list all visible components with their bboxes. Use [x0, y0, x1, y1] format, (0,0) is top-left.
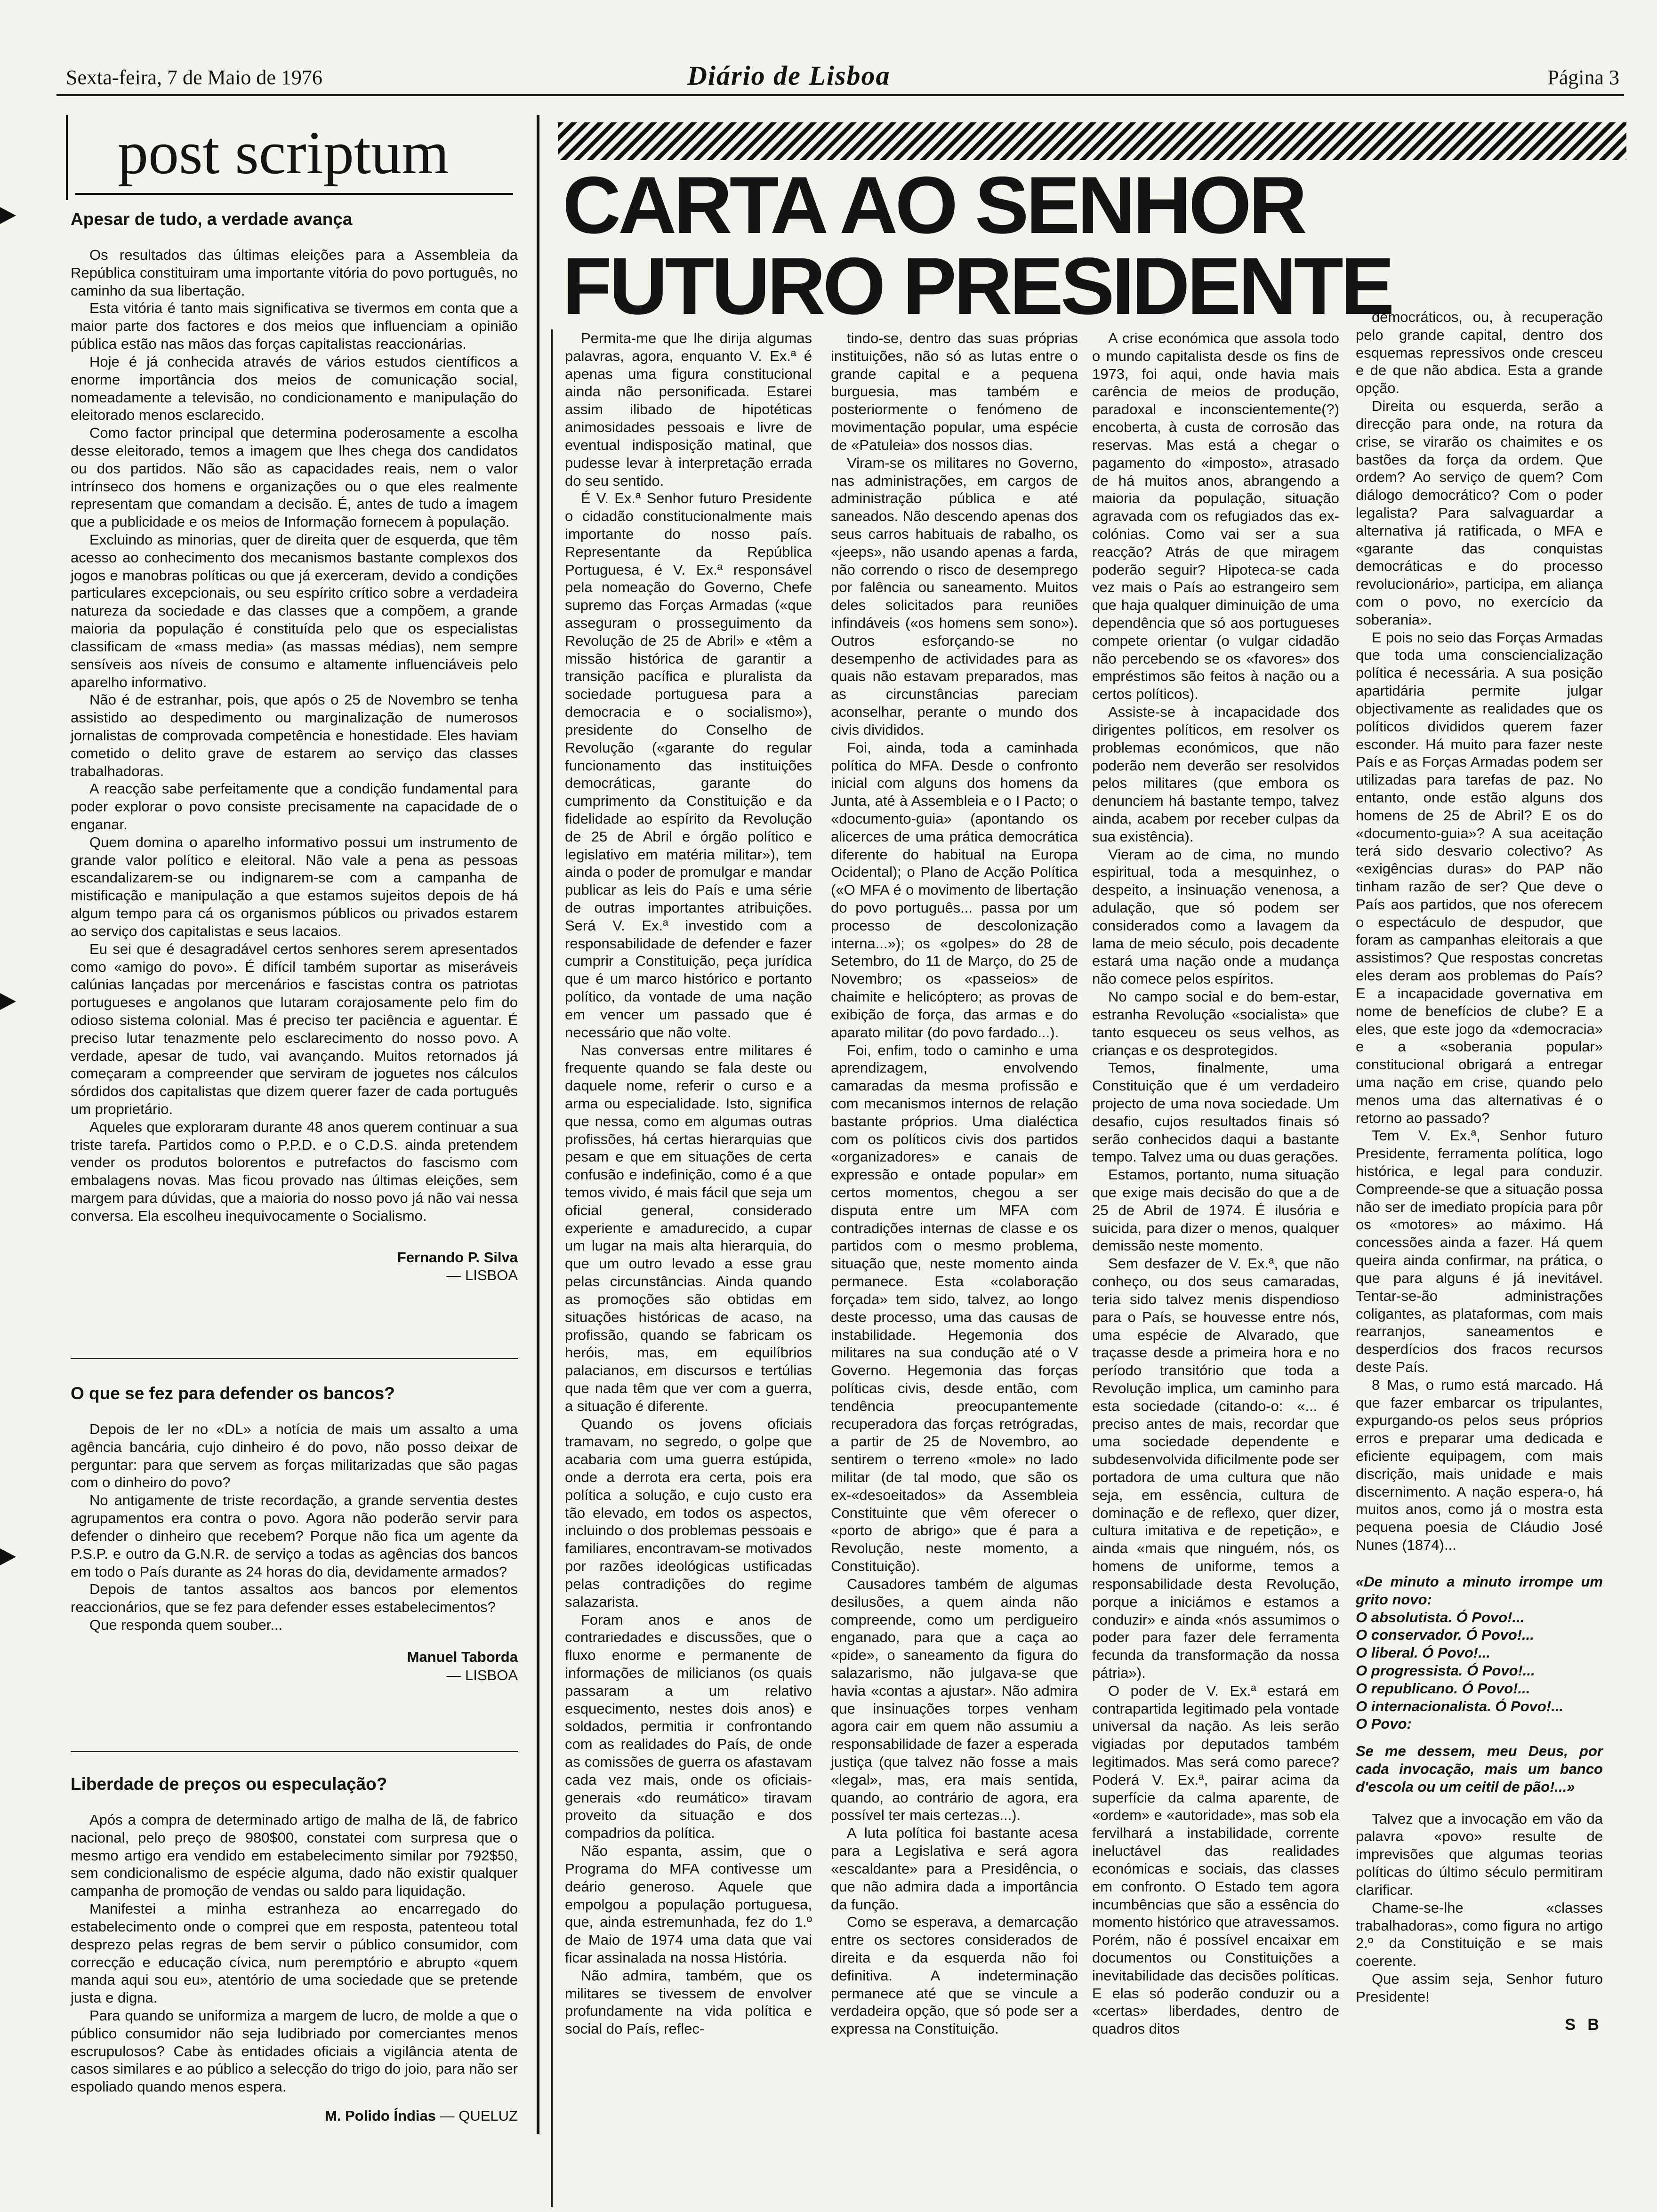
- paragraph: No antigamente de triste recordação, a grande serventia destes agrupamentos era contra o povo. Agora não poderão servir para defender o dinheiro que recebem? Porque não fica um agente da P.S.P. e outro da G.N.R. de serviço a todas as agências dos bancos em todo o País durante as 24 horas do dia, devidamente armados?: [71, 1492, 518, 1580]
- headline-line: CARTA AO SENHOR: [563, 160, 1304, 250]
- article-column-1: [565, 329, 812, 2038]
- article-column-4: [1356, 308, 1603, 2035]
- article-headline: [563, 160, 1622, 331]
- margin-tick: [0, 207, 16, 224]
- paragraph: Manifestei a minha estranheza ao encarregado do estabelecimento onde o comprei que em resposta, patenteou total desprezo pelas regras de bem servir o público consumidor, com correcção e educação cívica, num peremptório e abrupto «quem manda aqui sou eu», atentório de uma sociedade que se pretende justa e digna.: [71, 1900, 518, 2006]
- letter-heading: Liberdade de preços ou especulação?: [71, 1774, 387, 1794]
- issue-date: Sexta-feira, 7 de Maio de 1976: [66, 66, 322, 89]
- article-signature: S B: [1565, 2015, 1603, 2034]
- paragraph: No campo social e do bem-estar, estranha Revolução «socialista» que tanto esqueceu os seus velhos, as crianças e os desprotegidos.: [1092, 988, 1339, 1058]
- author-place: — QUELUZ: [440, 2108, 518, 2124]
- poem: [1356, 1573, 1603, 1796]
- poem-line: O progressista. Ó Povo!...: [1356, 1662, 1535, 1679]
- paragraph: Os resultados das últimas eleições para a Assembleia da República constituiram uma importante vitória do povo português, no caminho da sua libertação.: [71, 247, 518, 299]
- paragraph: Sem desfazer de V. Ex.ª, que não conheço, ou dos seus camaradas, teria sido talvez menis dispendioso para o País, se houvesse entre nós, uma espécie de Alvarado, que traçasse desde a primeira hora e no período transitório que toda a Revolução implica, um caminho para esta sociedade (citando-o: «... é preciso antes de mais, recordar que uma sociedade dependente e subdesenvolvida dificilmente pode ser portadora de uma cultura que não seja, em essência, cultura de dominação e de reflexo, quer dizer, cultura imitativa e de repetição», e ainda «mais que ninguém, nós, os homens de uniforme, temos a responsabilidade desta Revolução, porque a iniciámos e estamos a conduzir» e ainda «nós assumimos o poder para fazer dele ferramenta fecunda da transformação da nossa pátria»).: [1092, 1255, 1339, 1681]
- paragraph: Vieram ao de cima, no mundo espiritual, toda a mesquinhez, o despeito, a insinuação venenosa, a adulação, que só podem ser considerados como a lavagem da lama de meio século, pois decadente estará uma nação onde a mudança não comece pelos espíritos.: [1092, 846, 1339, 987]
- poem-line: O republicano. Ó Povo!...: [1356, 1680, 1530, 1697]
- paragraph: Nas conversas entre militares é frequente quando se fala deste ou daquele nome, referir o curso e a arma ou especialidade. Isto, significa que nessa, como em algumas outras profissões, há certas hierarquias que pesam e que em situações de certa confusão e indefinição, como é a que temos vivido, é mais fácil que seja um oficial general, considerado experiente e amadurecido, a cupar um lugar na mais alta hierarquia, do que um outro levado a esse grau pelas circunstâncias. Ainda quando as promoções são obtidas em situações históricas de acaso, na profissão, quando se fabricam os heróis, mas, em equilíbrios palacianos, em discursos e tertúlias que nada têm que ver com a guerra, a situação é diferente.: [565, 1042, 812, 1414]
- paragraph: Esta vitória é tanto mais significativa se tivermos em conta que a maior parte dos factores e dos meios que influenciam a opinião pública estão nas mãos das forças capitalistas reaccionárias.: [71, 300, 518, 353]
- poem-line: Se me dessem, meu Deus, por cada invocação, mais um banco d'escola ou um ceitil de pão!...»: [1356, 1743, 1603, 1795]
- paragraph: Direita ou esquerda, serão a direcção para onde, na rotura da crise, se virarão os chaimites e os bastões da força da ordem. Que ordem? Ao serviço de quem? Com diálogo democrático? Com o poder legalista? Para salvaguardar a alternativa já ratificada, o MFA e «garante das conquistas democráticas e do processo revolucionário», participa, em aliança com o povo, no exercício da soberania».: [1356, 398, 1603, 628]
- author-place: — LISBOA: [446, 1267, 518, 1284]
- letter-signature: [71, 1648, 518, 1685]
- poem-line: O liberal. Ó Povo!...: [1356, 1644, 1490, 1661]
- paragraph: Foram anos e anos de contrariedades e discussões, que o fluxo enorme e permanente de informações de milicianos (os quais passaram a um relativo esquecimento, nestes dois anos) e soldados, permitia ir confrontando com as realidades do País, de onde as comissões de guerra os afastavam cada vez mais, onde os oficiais-generais «do reumático» tiravam proveito da situação e dos compadrios da política.: [565, 1611, 812, 1842]
- letter-signature: [71, 1249, 518, 1285]
- paragraph: 8 Mas, o rumo está marcado. Há que fazer embarcar os tripulantes, expurgando-os pelos seus próprios erros e preparar uma dedicada e eficiente equipagem, com mais discrição, mais unidade e mais discernimento. A nação espera-o, há muitos anos, como já o mostra esta pequena poesia de Cláudio José Nunes (1874)...: [1356, 1376, 1603, 1554]
- paragraph: Permita-me que lhe dirija algumas palavras, agora, enquanto V. Ex.ª é apenas uma figura constitucional ainda não personificada. Estarei assim ilibado de hipotéticas animosidades pessoais e livre de eventual indisposição matinal, que pudesse levar à interpretação errada do seu sentido.: [565, 330, 812, 489]
- paragraph: Chame-se-lhe «classes trabalhadoras», como figura no artigo 2.º da Constituição e se mais coerente.: [1356, 1899, 1603, 1970]
- letter-heading: Apesar de tudo, a verdade avança: [71, 209, 353, 229]
- paragraph: Quem domina o aparelho informativo possui um instrumento de grande valor político e eleitoral. Não vale a pena as pessoas escandalizarem-se ou indignarem-se com a campanha de mistificação e manipulação a que estamos sujeitos depois de há algum tempo para cá os organismos públicos ou privados estarem ao serviço dos capitalistas e seus lacaios.: [71, 834, 518, 939]
- paragraph: Que assim seja, Senhor futuro Presidente!: [1356, 1970, 1603, 2005]
- poem-line: «De minuto a minuto irrompe um grito novo:: [1356, 1573, 1603, 1608]
- paragraph: A luta política foi bastante acesa para a Legislativa e será agora «escaldante» para a Presidência, o que não admira dada a importância da função.: [831, 1825, 1078, 1913]
- newspaper-title: Diário de Lisboa: [687, 60, 891, 91]
- paragraph: Temos, finalmente, uma Constituição que é um verdadeiro projecto de uma nova sociedade. Um desafio, cujos resultados finais só serão conhecidos daqui a bastante tempo. Talvez uma ou duas gerações.: [1092, 1059, 1339, 1165]
- paragraph: Causadores também de algumas desilusões, a quem ainda não compreende, como um perdigueiro enganado, para que a caça ao «pide», o saneamento da figura do salazarismo, não julgava-se que havia «contas a ajustar». Não admira que insinuações torpes venham agora cair em quem não assumiu a responsabilidade de fazer a esperada justiça (que talvez não fosse a mais «legal», mas, era mais sentida, quando, ao contrário de agora, era possível ter mais certezas...).: [831, 1575, 1078, 1824]
- margin-tick: [0, 993, 16, 1010]
- page-number: Página 3: [1547, 66, 1619, 89]
- author-name: Fernando P. Silva: [397, 1249, 518, 1266]
- paragraph: Após a compra de determinado artigo de malha de lã, de fabrico nacional, pelo preço de 980$00, constatei com surpresa que o mesmo artigo era vendido em estabelecimento similar por 792$50, sem condicionalismo de espécie alguma, dado não existir qualquer campanha de promoção de vendas ou saldo para liquidação.: [71, 1811, 518, 1899]
- paragraph: Hoje é já conhecida através de vários estudos científicos a enorme importância dos meios de comunicação social, nomeadamente a televisão, no condicionamento e manipulação do eleitorado menos esclarecido.: [71, 353, 518, 424]
- article-left-rule: [551, 329, 553, 2207]
- section-title: post scriptum: [118, 119, 450, 187]
- letter-1: [71, 209, 518, 1285]
- paragraph: Foi, enfim, todo o caminho e uma aprendizagem, envolvendo camaradas da mesma profissão e com mecanismos internos de relação bastante próprios. Uma dialéctica com os políticos civis dos partidos «organizadores» e canais de expressão e ontade popular» em certos momentos, chegou a ser disputa entre um MFA com contradições internas de classe e os partidos com o mesmo problema, situação que, neste momento ainda permanece. Esta «colaboração forçada» tem sido, talvez, ao longo deste processo, uma das causas de instabilidade. Hegemonia dos militares na sua condução até o V Governo. Hegemonia das forças políticas civis, desde então, com tendência preocupantemente recuperadora das forças retrógradas, a partir de 25 de Novembro, ao sentirem o terreno «mole» no lado militar (de tal modo, que são os ex-«desoeitados» da Assembleia Constituinte que vêm oferecer o «porto de abrigo» que é para a Revolução, neste momento, a Constituição).: [831, 1042, 1078, 1575]
- poem-line: O absolutista. Ó Povo!...: [1356, 1609, 1525, 1626]
- letter-divider: [71, 1358, 518, 1359]
- paragraph: Eu sei que é desagradável certos senhores serem apresentados como «amigo do povo». É difícil também suportar as miseráveis calúnias lançadas por mercenários e fascistas contra os patriotas portugueses e angolanos que lutaram corajosamente pelo fim do odioso sistema colonial. Mas é preciso ter paciência e aguentar. É preciso lutar tenazmente pelo esclarecimento do nosso povo. A verdade, apesar de tudo, vai avançando. Muitos retornados já começaram a compreender que serviram de joguetes nos cálculos sórdidos dos capitalistas que dizem querer fazer de cada português um proprietário.: [71, 940, 518, 1117]
- article-column-3: [1092, 329, 1339, 2038]
- article-column-2: [831, 329, 1078, 2038]
- paragraph: Quando os jovens oficiais tramavam, no segredo, o golpe que acabaria com uma guerra estúpida, onde a derrota era certa, pois era política a solução, e cujo custo era tão elevado, em todos os aspectos, incluindo o dos problemas pessoais e familiares, encontravam-se motivados por razões ideológicas ustificadas pelas contradições do regime salazarista.: [565, 1415, 812, 1610]
- paragraph: Depois de tantos assaltos aos bancos por elementos reaccionários, que se fez para defender esses estabelecimentos?: [71, 1581, 518, 1616]
- section-rule: [75, 193, 513, 195]
- margin-tick: [0, 1548, 16, 1565]
- poem-line: O internacionalista. Ó Povo!...: [1356, 1698, 1563, 1715]
- author-place: — LISBOA: [446, 1667, 518, 1683]
- letter-signature: [71, 2107, 518, 2125]
- paragraph: O poder de V. Ex.ª estará em contrapartida legitimado pela vontade universal da nação. As leis serão vigiadas por deputados também legitimados. Mas será como parece? Poderá V. Ex.ª, pairar acima da superfície da calma aparente, de «ordem» e «autoridade», mas sob ela fervilhará a instabilidade, corrente ineluctável das realidades económicas e sociais, das classes em confronto. O Estado tem agora incumbências que são a essência do momento histórico que atravessamos. Porém, não é possível encaixar em documentos ou Constituições a inevitabilidade das decisões políticas. E elas só poderão conduzir ou a «certas» liberdades, dentro de quadros ditos: [1092, 1682, 1339, 2037]
- poem-line: O conservador. Ó Povo!...: [1356, 1627, 1534, 1643]
- closing: [1356, 1810, 1603, 2006]
- paragraph: tindo-se, dentro das suas próprias instituições, não só as lutas entre o grande capital e a pequena burguesia, mas também e posteriormente o fenómeno de movimentação popular, uma espécie de «Patuleia» dos nossos dias.: [831, 330, 1078, 453]
- paragraph: Talvez que a invocação em vão da palavra «povo» resulte de imprevisões que algumas teorias políticas do último século permitiram clarificar.: [1356, 1810, 1603, 1898]
- letter-divider: [71, 1751, 518, 1752]
- column-divider: [537, 115, 539, 2134]
- paragraph: Foi, ainda, toda a caminhada política do MFA. Desde o confronto inicial com alguns dos homens da Junta, até à Assembleia e o I Pacto; o «documento-guia» (apontando os alicerces de uma prática democrática diferente do habitual na Europa Ocidental); o Plano de Acção Política («O MFA é o movimento de libertação do povo português... passa por um processo de descolonização interna...»); os «golpes» do 28 de Setembro, do 11 de Março, do 25 de Novembro; os «passeios» de chaimite e helicóptero; as provas de exibição de força, das armas e do aparato militar (do povo fardado...).: [831, 739, 1078, 1041]
- paragraph: A reacção sabe perfeitamente que a condição fundamental para poder explorar o povo consiste precisamente na capacidade de o enganar.: [71, 780, 518, 833]
- headline-line: FUTURO PRESIDENTE: [563, 241, 1392, 331]
- paragraph: democráticos, ou, à recuperação pelo grande capital, dentro dos esquemas repressivos onde cresceu e de que não abdica. Esta a grande opção.: [1356, 309, 1603, 397]
- paragraph: Como se esperava, a demarcação entre os sectores considerados de direita e da esquerda não foi definitiva. A indeterminação permanece até que se vincule a verdadeira opção, que só pode ser a expressa na Constituição.: [831, 1914, 1078, 2037]
- paragraph: Depois de ler no «DL» a notícia de mais um assalto a uma agência bancária, cujo dinheiro é do povo, não posso deixar de perguntar: para que servem as forças militarizadas que são pagas com o dinheiro do povo?: [71, 1421, 518, 1491]
- paragraph: Assiste-se à incapacidade dos dirigentes políticos, em resolver os problemas económicos, que não poderão nem deverão ser resolvidos pelos militares (que embora os denunciem há bastante tempo, talvez ainda, acabem por receber culpas da sua existência).: [1092, 704, 1339, 845]
- paragraph: Não admira, também, que os militares se tivessem de envolver profundamente na vida política e social do País, reflec-: [565, 1967, 812, 2037]
- paragraph: Para quando se uniformiza a margem de lucro, de molde a que o público consumidor não seja ludibriado por comerciantes menos escrupulosos? Cabe às entidades oficiais a vigilância atenta de casos similares e ao público a selecção do trigo do joio, para não ser espoliado quando menos espera.: [71, 2007, 518, 2095]
- poem-line: O Povo:: [1356, 1715, 1412, 1732]
- paragraph: Como factor principal que determina poderosamente a escolha desse eleitorado, temos a imagem que lhes chega dos candidatos ou dos partidos. Não são as capacidades reais, nem o valor intrínseco dos homens e organizações ou o que eles realmente representam que comandam a decisão. É, antes de tudo a imagem que a publicidade e os meios de Informação fornecem à população.: [71, 425, 518, 530]
- masthead: [56, 56, 1624, 96]
- decorative-hatch-band: [558, 122, 1626, 160]
- author-name: Manuel Taborda: [407, 1648, 518, 1665]
- letter-2: [71, 1384, 518, 1684]
- paragraph: E pois no seio das Forças Armadas que toda uma consciencialização política é necessária. A sua posição apartidária permite julgar objectivamente as realidades que os políticos divididos querem fazer esconder. Há muito para fazer neste País e as Forças Armadas podem ser utilizadas para tarefas de paz. No entanto, onde estão alguns dos homens de 25 de Abril? E os do «documento-guia»? A sua aceitação terá sido desvario colectivo? As «exigências duras» do PAP não tinham razão de ser? Que deve o País aos partidos, que nos oferecem o espectáculo de despudor, que foram as campanhas eleitorais a que assistimos? Que respostas concretas eles deram aos problemas do País? E a incapacidade governativa em nome de benefícios de clube? E a eles, que este jogo da «democracia» e a «soberania popular» constitucional obrigará a entregar uma nação em crise, quando pelo menos uma das alternativas é o retorno ao passado?: [1356, 629, 1603, 1126]
- paragraph: Aqueles que exploraram durante 48 anos querem continuar a sua triste tarefa. Partidos como o P.P.D. e o C.D.S. ainda pretendem vender os produtos bolorentos e putrefactos do fascismo com embalagens novas. Mas ficou provado nas últimas eleições, sem margem para dúvidas, que a maioria do nosso povo já não vai nessa conversa. Ela escolheu inequivocamente o Socialismo.: [71, 1118, 518, 1224]
- paragraph: Não espanta, assim, que o Programa do MFA contivesse um deário generoso. Aquele que empolgou a população portuguesa, que, ainda estremunhada, fez do 1.º de Maio de 1974 uma data que vai ficar assinalada na nossa História.: [565, 1843, 812, 1966]
- paragraph: Não é de estranhar, pois, que após o 25 de Novembro se tenha assistido ao despedimento ou marginalização de numerosos jornalistas de comprovada competência e honestidade. Eles haviam cometido o delito grave de estarem ao serviço das classes trabalhadoras.: [71, 691, 518, 779]
- paragraph: Excluindo as minorias, quer de direita quer de esquerda, que têm acesso ao conhecimento dos mecanismos bastante complexos dos jogos e manobras políticas ou que já exerceram, devido a condições particulares excepcionais, ou seu espírito crítico sobre a verdadeira natureza da sociedade e das classes que a compõem, a grande maioria da população é constituída pelo que os especialistas classificam de «mass media» (as massas médias), nem sempre sensíveis aos níveis de consumo e altamente influenciáveis pelo aparelho informativo.: [71, 531, 518, 690]
- paragraph: Tem V. Ex.ª, Senhor futuro Presidente, ferramenta política, logo histórica, e legal para conduzir. Compreende-se que a situação possa não ser de imediato propícia para pôr os «motores» ao máximo. Há concessões ainda a fazer. Há quem queira ainda confirmar, na prática, o que para alguns é já inevitável. Tentar-se-ão administrações coligantes, as plataformas, com mais rearranjos, saneamentos e desperdícios dos fracos recursos deste País.: [1356, 1127, 1603, 1375]
- column-rule: [66, 115, 68, 200]
- paragraph: A crise económica que assola todo o mundo capitalista desde os fins de 1973, foi aqui, onde havia mais carência de meios de produção, paradoxal e inconscientemente(?) encoberta, à custa de corrosão das reservas. Mas está a chegar o pagamento do «imposto», atrasado de há muitos anos, abrangendo a maioria da população, situação agravada com os refugiados das ex-colónias. Como vai ser a sua reacção? Atrás de que miragem poderão seguir? Hipoteca-se cada vez mais o País ao estrangeiro sem que haja qualquer diminuição de uma dependência que só aos portugueses compete orientar (o vulgar cidadão não percebendo se os «favores» dos empréstimos são feitos à nação ou a certos políticos).: [1092, 330, 1339, 703]
- paragraph: Que responda quem souber...: [89, 1616, 283, 1633]
- letter-heading: O que se fez para defender os bancos?: [71, 1384, 395, 1403]
- paragraph: Estamos, portanto, numa situação que exige mais decisão do que a de 25 de Abril de 1974. É ilusória e suicida, para dizer o menos, qualquer demissão neste momento.: [1092, 1166, 1339, 1254]
- author-name: M. Polido Índias: [325, 2108, 436, 2124]
- letter-3: [71, 1774, 518, 2125]
- paragraph: É V. Ex.ª Senhor futuro Presidente o cidadão constitucionalmente mais importante do nosso país. Representante da República Portuguesa, é V. Ex.ª responsável pela nomeação do Governo, Chefe supremo das Forças Armadas («que asseguram o prosseguimento da Revolução de 25 de Abril» e «têm a missão histórica de garantir a transição pacífica e pluralista da sociedade portuguesa para a democracia e o socialismo»), presidente do Conselho de Revolução («garante do regular funcionamento das instituições democráticas, garante do cumprimento da Constituição e da fidelidade ao espírito da Revolução de 25 de Abril e órgão político e legislativo em matéria militar»), tem ainda o poder de promulgar e mandar publicar as leis do País e uma série de outras importantes atribuições. Será V. Ex.ª investido com a responsabilidade de defender e fazer cumprir a Constituição, peça jurídica que é um marco histórico e portanto político, da vontade de uma nação em vencer um passado que é necessário que não volte.: [565, 490, 812, 1041]
- paragraph: Viram-se os militares no Governo, nas administrações, em cargos de administração pública e até saneados. Não descendo apenas dos seus carros habituais de rabalho, os «jeeps», não usando apenas a farda, não correndo o risco de desemprego por falência ou saneamento. Muitos deles solicitados para reuniões infindáveis («os homens sem sono»). Outros esforçando-se no desempenho de actividades para as quais não estavam preparados, mas as circunstâncias pareciam aconselhar, perante o mundo dos civis divididos.: [831, 454, 1078, 738]
